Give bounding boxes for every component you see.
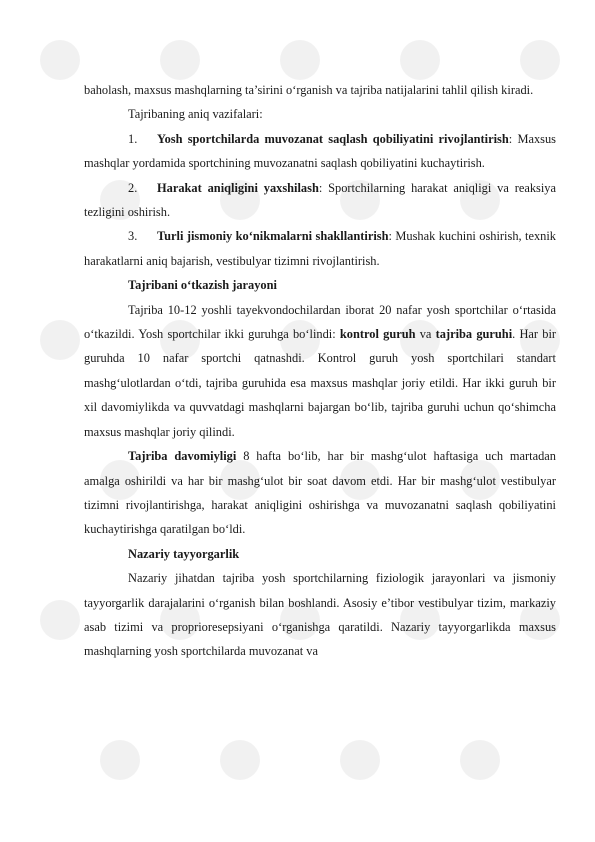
task-number: 2. bbox=[128, 180, 138, 195]
text-run: va bbox=[415, 327, 436, 342]
text-run: Tajriba 10-12 yoshli tayekvondochilardan iborat 20 nafar yosh sportchilar o‘rtasida o‘tkazildi. Yosh sportchilar ikki guruhga bo‘lindi: bbox=[84, 302, 556, 342]
heading-text: Tajribani o‘tkazish jarayoni bbox=[128, 278, 277, 293]
bold-term: kontrol guruh bbox=[339, 327, 416, 342]
task-title: Turli jismoniy ko‘nikmalarni shakllantirish bbox=[157, 229, 389, 244]
document-page bbox=[84, 78, 556, 664]
paragraph-duration bbox=[84, 444, 556, 542]
task-text: : Sportchilarning harakat aniqligi va reaksiya tezligini oshirish. bbox=[84, 180, 556, 220]
task-title: Yosh sportchilarda muvozanat saqlash qobiliyatini rivojlantirish bbox=[157, 131, 509, 146]
task-number: 3. bbox=[128, 229, 138, 244]
task-item-2 bbox=[84, 176, 556, 225]
section-heading bbox=[84, 273, 556, 297]
task-text: : Mushak kuchini oshirish, texnik harakatlarni aniq bajarish, vestibulyar tizimni rivojlantirish. bbox=[84, 229, 556, 268]
section-heading bbox=[84, 542, 556, 566]
task-number: 1. bbox=[128, 131, 138, 146]
heading-text: Nazariy tayyorgarlik bbox=[128, 546, 240, 561]
paragraph-theory: Nazariy jihatdan tajriba yosh sportchilarning fiziologik jarayonlari va jismoniy tayyorgarlik darajalarini o‘rganish bilan boshlandi. Asosiy e’tibor vestibulyar tizim, markaziy asab tizimi va proprioresepsiyani o‘rganishga qaratildi. Nazariy tayyorgarlikda maxsus mashqlarning yosh sportchilarda muvozanat va bbox=[84, 571, 556, 659]
bold-term: tajriba guruhi bbox=[435, 327, 513, 342]
paragraph-continuation: baholash, maxsus mashqlarning ta’sirini o‘rganish va tajriba natijalarini tahlil qilish kiradi. bbox=[84, 83, 534, 97]
task-item-3 bbox=[84, 224, 556, 273]
paragraph-procedure bbox=[84, 298, 556, 444]
task-item-1 bbox=[84, 127, 556, 176]
tasks-intro: Tajribaning aniq vazifalari: bbox=[128, 107, 263, 122]
task-text: : Maxsus mashqlar yordamida sportchining muvozanatni saqlash qobiliyatini kuchaytirish. bbox=[84, 131, 556, 171]
bold-term: Tajriba davomiyligi bbox=[128, 449, 237, 464]
text-run: . Har bir guruhda 10 nafar sportchi qatnashdi. Kontrol guruh yosh sportchilari standart mashg‘ulotlardan o‘tdi, tajriba guruhida esa maxsus mashqlar joriy etildi. Har ikki guruh bir xil davomiylikda va quvvatdagi mashqlarni bajargan bo‘lib, tajriba guruhi uchun qo‘shimcha maxsus mashqlar joriy qilindi. bbox=[84, 327, 557, 439]
text-run: 8 hafta bo‘lib, har bir mashg‘ulot haftasiga uch martadan amalga oshirildi va har bir mashg‘ulot bir soat davom etdi. Har bir mashg‘ulot vestibulyar tizimni rivojlantirishga, harakat aniqligini oshirishga va muvozanatni saqlash qobiliyatini kuchaytirishga qaratilgan bo‘ldi. bbox=[84, 449, 556, 537]
task-title: Harakat aniqligini yaxshilash bbox=[157, 180, 319, 195]
